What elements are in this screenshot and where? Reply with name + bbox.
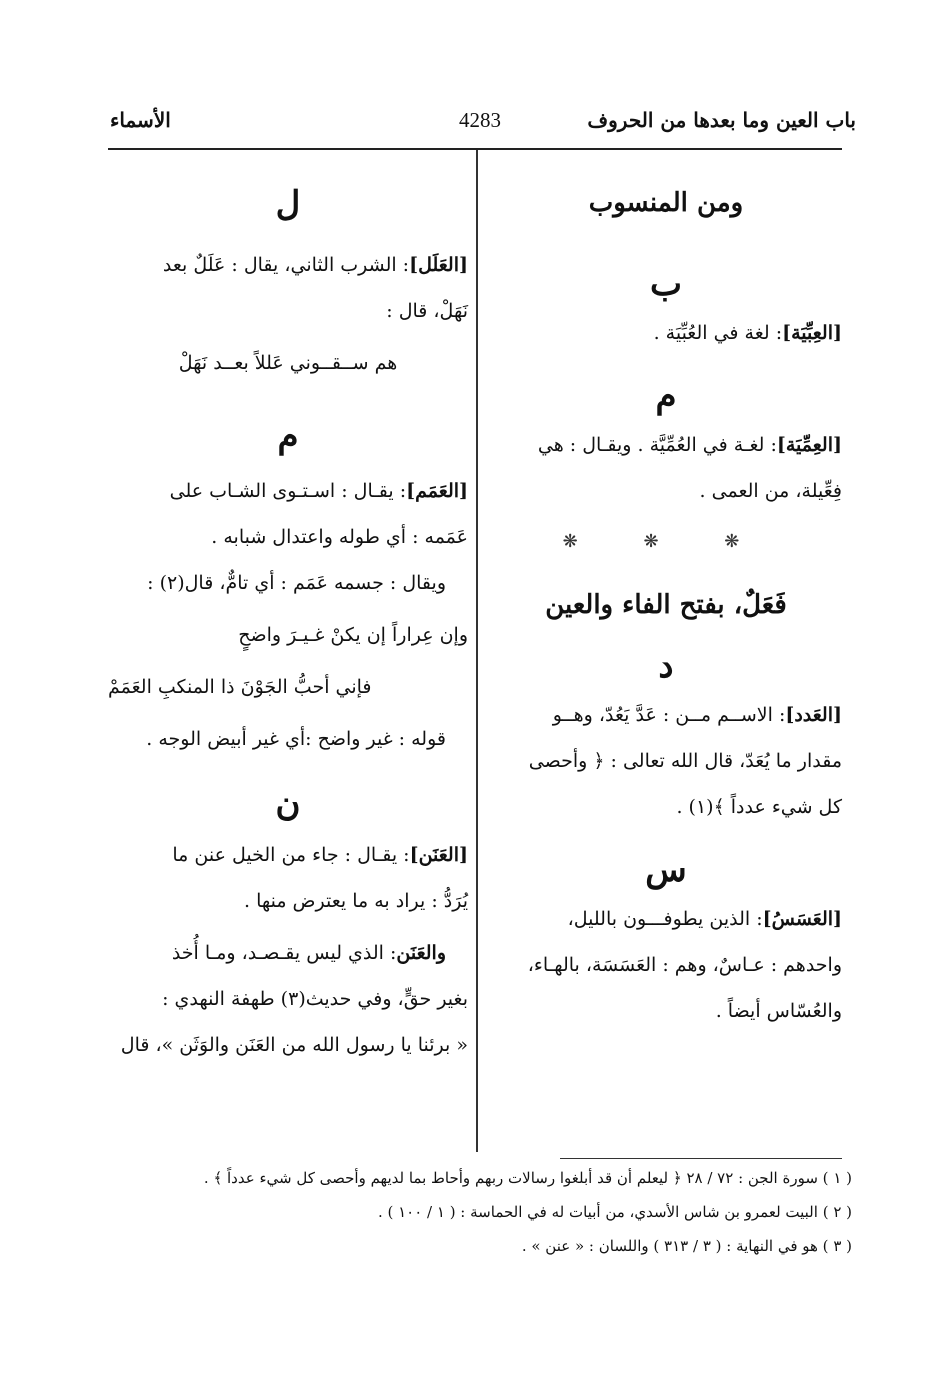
definition-asas-line3: والعُسّاس أيضاً . bbox=[715, 1000, 842, 1022]
right-column bbox=[490, 160, 842, 1034]
headword-amam: [العَمَم] bbox=[406, 480, 468, 502]
entry-alal bbox=[108, 242, 468, 288]
definition-anan2-line2: بغير حقٍّ، وفي حديث(٣) طهفة النهدي : bbox=[162, 988, 468, 1010]
definition-alal-line2: نَهَلْ، قال : bbox=[386, 300, 468, 322]
section-title-mansub: ومن المنسوب bbox=[588, 188, 744, 218]
entry-amam bbox=[108, 468, 468, 514]
definition-adad-line1: : الاســم مــن : عَدَّ يَعُدّ، وهــو bbox=[552, 704, 786, 726]
entry-ammiya bbox=[490, 422, 842, 468]
entry-anan bbox=[108, 832, 468, 878]
headword-ammiya: [العِمِّيَة] bbox=[776, 434, 842, 456]
definition-abbiya: : لغة في العُبِّيَة . bbox=[653, 322, 783, 344]
definition-adad-line2: مقدار ما يُعَدّ، قال الله تعالى : ﴿ وأحصى bbox=[528, 750, 842, 772]
letter-heading-s: س bbox=[645, 850, 687, 890]
section-title-faal: فَعَلٌ، بفتح الفاء والعين bbox=[545, 590, 787, 620]
definition-amam-line3: ويقال : جسمه عَمَم : أي تامٌّ، قال(٢) : bbox=[147, 572, 446, 594]
definition-amam-line4: قوله : غير واضح :أي غير أبيض الوجه . bbox=[146, 728, 446, 750]
definition-amam-line2: عَمَمه : أي طوله واعتدال شبابه . bbox=[211, 526, 468, 548]
definition-anan-line1: : يقـال : جاء من الخيل عنن ما bbox=[172, 844, 410, 866]
running-header-section: الأسماء bbox=[110, 108, 171, 132]
headword-alal: [العَلَل] bbox=[409, 254, 468, 276]
header-rule bbox=[108, 148, 842, 150]
letter-heading-b: ب bbox=[649, 264, 682, 304]
letter-heading-l: ل bbox=[275, 184, 301, 224]
definition-ammiya-line2: فِعِّيلة، من العمى . bbox=[699, 480, 842, 502]
footnote-rule bbox=[560, 1158, 842, 1159]
verse-alal: هم ســقــوني عَللاً بعــد نَهَلْ bbox=[178, 352, 398, 374]
definition-adad-line3: كل شيء عدداً ﴾(١) . bbox=[676, 796, 842, 818]
letter-heading-m-left: م bbox=[277, 416, 299, 456]
letter-heading-n: ن bbox=[275, 784, 301, 824]
headword-adad: [العَدد] bbox=[785, 704, 842, 726]
footnote-3: ( ٣ ) هو في النهاية : ( ٣ / ٣١٣ ) واللسان : « عنن » . bbox=[521, 1237, 852, 1255]
section-separator-stars: ❋ ❋ ❋ bbox=[562, 531, 770, 552]
verse-amam-hemistich2: فإني أحبُّ الجَوْنَ ذا المنكبِ العَمَمْ bbox=[108, 676, 372, 698]
column-divider bbox=[476, 150, 478, 1152]
footnote-2: ( ٢ ) البيت لعمرو بن شاس الأسدي، من أبيات له في الحماسة : ( ١ / ١٠٠ ) . bbox=[377, 1203, 852, 1221]
definition-anan2-line3: « برئنا يا رسول الله من العَنَن والوَثَن »، قال bbox=[120, 1034, 468, 1056]
definition-ammiya-line1: : لغـة في العُمِّيَّة . ويقـال : هي bbox=[537, 434, 777, 456]
definition-amam-line1: : يقـال : اسـتـوى الشـاب على bbox=[169, 480, 407, 502]
page-number: 4283 bbox=[459, 108, 501, 132]
entry-anan2 bbox=[108, 930, 468, 976]
headword-asas: [العَسَسُ] bbox=[762, 908, 842, 930]
definition-anan2-line1: : الذي ليس يقـصـد، ومـا أُخذ bbox=[171, 942, 397, 964]
definition-alal-line1: : الشرب الثاني، يقال : عَلَلٌ بعد bbox=[162, 254, 410, 276]
letter-heading-m: م bbox=[655, 376, 677, 416]
verse-amam-hemistich1: وإن عِراراً إن يكنْ غـيـرَ واضحٍ bbox=[238, 624, 468, 646]
entry-adad bbox=[490, 692, 842, 738]
left-column bbox=[108, 160, 468, 1068]
headword-anan2: والعَنَن bbox=[396, 942, 446, 964]
definition-asas-line1: : الذين يطوفـــون بالليل، bbox=[567, 908, 763, 930]
letter-heading-d: د bbox=[658, 646, 674, 686]
definition-anan-line2: يُرَدُّ : يراد به ما يعترض منها . bbox=[243, 890, 468, 912]
entry-asas bbox=[490, 896, 842, 942]
headword-anan: [العَنَن] bbox=[409, 844, 468, 866]
definition-asas-line2: واحدهم : عـاسٌ، وهم : العَسَسَة، بالهـاء، bbox=[527, 954, 842, 976]
headword-abbiya: [العِبِّيَة] bbox=[782, 322, 842, 344]
entry-abbiya bbox=[490, 310, 842, 356]
footnote-1: ( ١ ) سورة الجن : ٧٢ / ٢٨ ﴿ ليعلم أن قد أبلغوا رسالات ربهم وأحاط بما لديهم وأحصى كل شيء عدداً ﴾ . bbox=[203, 1169, 852, 1187]
running-header-chapter: باب العين وما بعدها من الحروف bbox=[587, 108, 856, 132]
